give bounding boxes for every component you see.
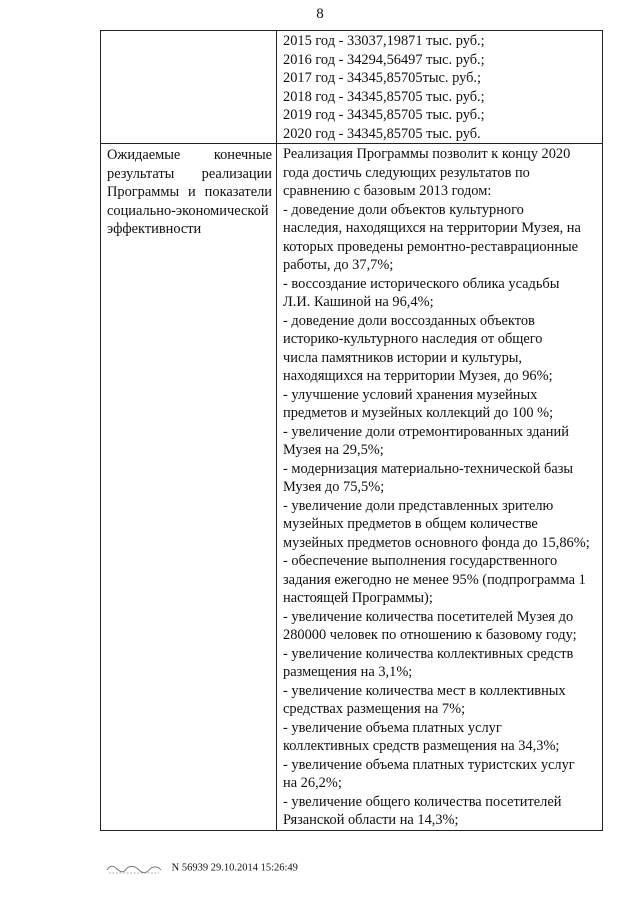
program-passport-table bbox=[100, 30, 603, 831]
results-content-cell bbox=[277, 144, 603, 831]
funding-label-cell bbox=[101, 31, 277, 144]
result-line: - увеличение доли представленных зрителю bbox=[283, 497, 554, 514]
result-line: задания ежегодно не менее 95% (подпрограмма 1 bbox=[283, 571, 586, 588]
result-line: - увеличение количества коллективных средств bbox=[283, 645, 574, 662]
result-line: коллективных средств размещения на 34,3%; bbox=[283, 738, 560, 754]
funding-line-2018: 2018 год - 34345,85705 тыс. руб.; bbox=[283, 88, 485, 105]
result-line: Музея на 29,5%; bbox=[283, 442, 384, 458]
result-line: Музея до 75,5%; bbox=[283, 479, 385, 495]
funding-line-2019: 2019 год - 34345,85705 тыс. руб.; bbox=[283, 107, 485, 123]
result-line: - улучшение условий хранения музейных bbox=[283, 386, 538, 403]
result-line: 280000 человек по отношению к базовому году; bbox=[283, 627, 577, 643]
result-line: - доведение доли воссозданных объектов bbox=[283, 312, 535, 329]
registration-stamp-icon bbox=[105, 861, 163, 875]
results-label-cell bbox=[101, 144, 277, 831]
result-line: - воссоздание исторического облика усадьбы bbox=[283, 275, 560, 292]
funding-row bbox=[101, 31, 603, 144]
result-line: Л.И. Кашиной на 96,4%; bbox=[283, 294, 434, 310]
result-line: средствах размещения на 7%; bbox=[283, 701, 466, 717]
funding-values-cell bbox=[277, 31, 603, 144]
result-line: - увеличение объема платных услуг bbox=[283, 719, 502, 736]
result-line: - обеспечение выполнения государственного bbox=[283, 553, 558, 569]
results-label: Ожидаемые конечные результаты реализации Программы и показатели социально-экономической эффективности bbox=[107, 147, 272, 237]
results-row bbox=[101, 144, 603, 831]
registration-footer bbox=[105, 861, 298, 875]
result-line: настоящей Программы); bbox=[283, 590, 433, 606]
funding-line-2016: 2016 год - 34294,56497 тыс. руб.; bbox=[283, 51, 485, 68]
result-line: - увеличение количества мест в коллективных bbox=[283, 682, 566, 699]
result-line: музейных предметов в общем количестве bbox=[283, 516, 538, 532]
registration-number: N 56939 29.10.2014 15:26:49 bbox=[171, 862, 298, 874]
result-line: - увеличение общего количества посетителей bbox=[283, 793, 562, 810]
result-line: - доведение доли объектов культурного bbox=[283, 201, 524, 218]
funding-line-2017: 2017 год - 34345,85705тыс. руб.; bbox=[283, 70, 482, 86]
result-line: работы, до 37,7%; bbox=[283, 257, 394, 273]
page-number: 8 bbox=[316, 6, 324, 22]
result-line: историко-культурного наследия от общего bbox=[283, 331, 543, 347]
result-line: предметов и музейных коллекций до 100 %; bbox=[283, 405, 554, 421]
result-line: года достичь следующих результатов по bbox=[283, 164, 530, 181]
result-line: находящихся на территории Музея, до 96%; bbox=[283, 368, 553, 384]
result-line: - увеличение доли отремонтированных зданий bbox=[283, 423, 569, 440]
funding-line-2020: 2020 год - 34345,85705 тыс. руб. bbox=[283, 125, 481, 142]
result-line: Реализация Программы позволит к концу 2020 bbox=[283, 146, 571, 162]
funding-line-2015: 2015 год - 33037,19871 тыс. руб.; bbox=[283, 33, 485, 49]
result-line: на 26,2%; bbox=[283, 775, 342, 791]
result-line: сравнению с базовым 2013 годом: bbox=[283, 183, 492, 199]
result-line: размещения на 3,1%; bbox=[283, 664, 413, 680]
result-line: Рязанской области на 14,3%; bbox=[283, 812, 459, 828]
result-line: которых проведены ремонтно-реставрационные bbox=[283, 238, 579, 255]
result-line: - увеличение объема платных туристских услуг bbox=[283, 756, 575, 773]
result-line: музейных предметов основного фонда до 15,86%; bbox=[283, 534, 590, 551]
result-line: наследия, находящихся на территории Музея, на bbox=[283, 220, 581, 236]
result-line: числа памятников истории и культуры, bbox=[283, 349, 523, 366]
result-line: - увеличение количества посетителей Музея до bbox=[283, 608, 574, 625]
result-line: - модернизация материально-технической базы bbox=[283, 460, 574, 477]
